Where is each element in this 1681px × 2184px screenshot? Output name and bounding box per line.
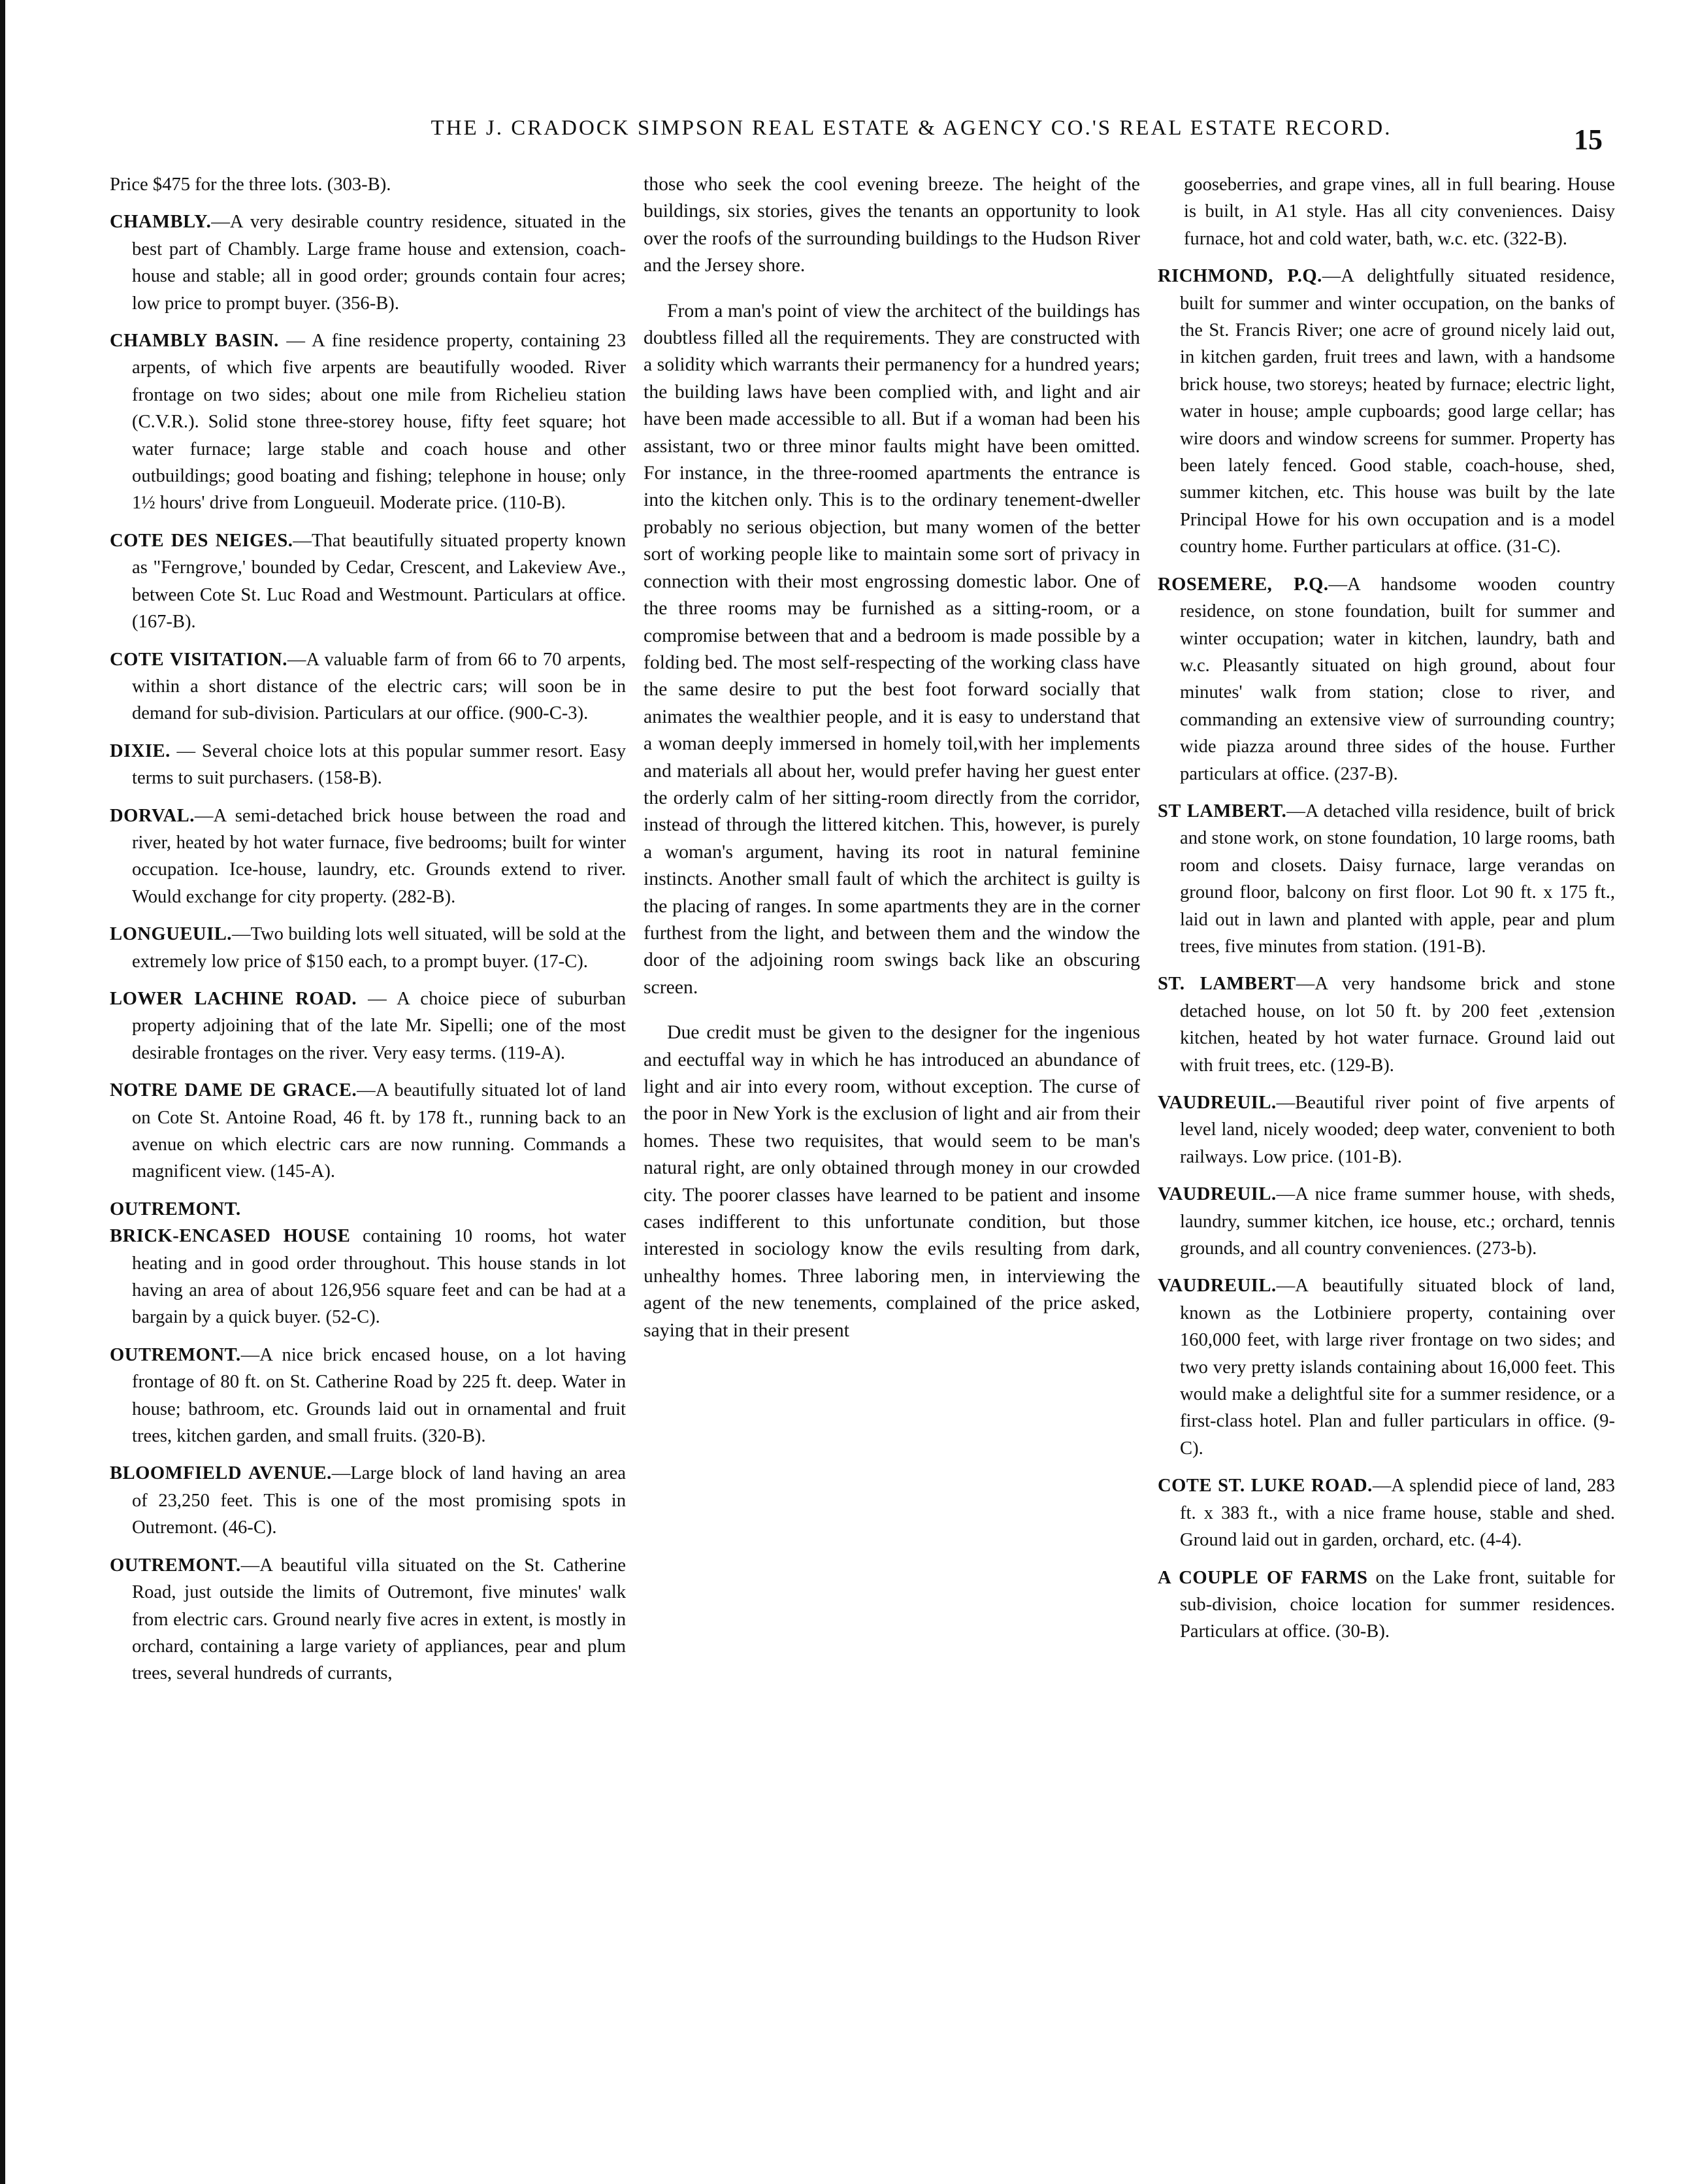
listing-entry: [110, 208, 626, 317]
listing-text: —A beautifully situated lot of land on Cote St. Antoine Road, 46 ft. by 178 ft., running back to an avenue on which electric cars are now running. Commands a magnificent view. (145-A).: [132, 1080, 626, 1182]
listing-text: on the Lake front, suitable for sub-division, choice location for summer residences. Particulars at office. (30-B).: [1180, 1567, 1615, 1642]
article-paragraph: those who seek the cool evening breeze. The height of the buildings, six stories, gives the tenants an opportunity to look over the roofs of the surrounding buildings to the Hudson River and the Jersey shore.: [644, 174, 1140, 276]
article-paragraph: Due credit must be given to the designer for the ingenious and eectuffal way in which he has introduced an abundance of light and air into every room, without exception. The curse of the poor in New York is the exclusion of light and air from their homes. These two requisites, that would seem to be man's natural right, are only obtained through money in our crowded city. The poorer classes have learned to be patient and insome cases indifferent to this unfortunate condition, but those interested in sociology know the evils resulting from dark, unhealthy homes. Three laboring men, in interviewing the agent of the new tenements, complained of the price asked, saying that in their present: [644, 1022, 1140, 1341]
listing-entry: [1158, 1564, 1615, 1646]
listing-heading: COTE ST. LUKE ROAD.: [1158, 1476, 1373, 1497]
listing-entry: [110, 985, 626, 1067]
listing-text: —A handsome wooden country residence, on stone foundation, built for summer and winter occupation; water in kitchen, laundry, bath and w.c. Pleasantly situated on high ground, about four minutes' walk from station; close to river, and commanding an extensive view of surrounding country; wide piazza around three sides of the house. Further particulars at office. (237-B).: [1180, 574, 1615, 784]
listing-text: — A fine residence property, containing 23 arpents, of which five arpents are beautifully wooded. River frontage on two sides; about one mile from Richelieu station (C.V.R.). Solid stone three-storey house, fifty feet square; hot water furnace; large stable and coach house and other outbuildings; good boating and fishing; telephone in house; only 1½ hours' drive from Longueuil. Moderate price. (110-B).: [132, 331, 626, 514]
listing-entry: [110, 802, 626, 911]
listing-text: Price $475 for the three lots. (303-B).: [110, 174, 391, 195]
listing-text: —A very desirable country residence, situated in the best part of Chambly. Large frame house and extension, coach-house and stable; all in good order; grounds contain four acres; low price to prompt buyer. (356-B).: [132, 212, 626, 314]
listing-entry: [1158, 1089, 1615, 1170]
listing-heading: COTE DES NEIGES.: [110, 530, 293, 551]
listing-heading: LOWER LACHINE ROAD.: [110, 988, 357, 1009]
listing-heading: RICHMOND, P.Q.: [1158, 266, 1322, 287]
listing-heading: NOTRE DAME DE GRACE.: [110, 1080, 357, 1101]
page-edge-rule: [0, 0, 5, 2184]
listing-entry: [110, 1460, 626, 1541]
listing-entry: [1158, 798, 1615, 960]
listing-entry: [1158, 1272, 1615, 1462]
listing-heading: VAUDREUIL.: [1158, 1093, 1277, 1113]
listing-text: —A nice brick encased house, on a lot having frontage of 80 ft. on St. Catherine Road by 225 ft. deep. Water in house; bathroom, etc. Grounds laid out in ornamental and fruit trees, kitchen garden, and small fruits. (320-B).: [132, 1344, 626, 1447]
column-2: [644, 171, 1140, 1363]
listing-heading: VAUDREUIL.: [1158, 1276, 1277, 1297]
listing-entry: [110, 1077, 626, 1185]
listing-text: —A detached villa residence, built of brick and stone work, on stone foundation, 10 large rooms, bath room and closets. Daisy furnace, large verandas on ground floor, balcony on first floor. Lot 90 ft. x 175 ft., laid out in lawn and planted with apple, pear and plum trees, five minutes from station. (191-B).: [1180, 801, 1616, 957]
listing-heading: BLOOMFIELD AVENUE.: [110, 1463, 332, 1484]
listing-entry: [110, 1342, 626, 1450]
listing-text: —A valuable farm of from 66 to 70 arpents, within a short distance of the electric cars; will soon be in demand for sub-division. Particulars at our office. (900-C-3).: [132, 649, 626, 724]
listing-entry: [110, 921, 626, 975]
listing-text: —A delightfully situated residence, built for summer and winter occupation, on the banks of the St. Francis River; one acre of ground nicely laid out, in kitchen garden, fruit trees and lawn, with a handsome brick house, two storeys; heated by furnace; electric light, water in house; ample cupboards; good large cellar; has wire doors and window screens for summer. Property has been lately fenced. Good stable, coach-house, shed, summer kitchen, etc. This house was built by the late Principal Howe for his own occupation and is a model country home. Further particulars at office. (31-C).: [1180, 266, 1615, 557]
listing-entry: [1158, 171, 1615, 252]
listing-heading: OUTREMONT.: [110, 1199, 241, 1219]
page-number: 15: [1574, 124, 1603, 156]
article-paragraph: From a man's point of view the architect of the buildings has doubtless filled all the requirements. They are constructed with a solidity which warrants their permanency for a hundred years; the building laws have been complied with, and light and air have been made accessible to all. But if a woman had been his assistant, two or three minor faults might have been omitted. For instance, in the three-roomed apartments the entrance is into the kitchen only. This is to the ordinary tenement-dweller probably no serious objection, but many women of the better sort of working people like to maintain some sort of privacy in connection with their most engrossing domestic labor. One of the three rooms may be furnished as a sitting-room, or a compromise between that and a bedroom is made possible by a folding bed. The most self-respecting of the working class have the same desire to put the best foot forward socially that animates the wealthier people, and it is easy to understand that a woman deeply immersed in homely toil,with her implements and materials all about her, would prefer having her guest enter the orderly calm of her sitting-room directly from the corridor, instead of through the littered kitchen. This, however, is purely a woman's argument, having its root in natural feminine instincts. Another small fault of which the architect is guilty is the placing of ranges. In some apartments they are in the corner furthest from the light, and between them and the window the door of the adjoining room swings back like an obscuring screen.: [644, 300, 1140, 998]
listing-heading: DORVAL.: [110, 805, 195, 826]
listing-entry: [1158, 970, 1615, 1079]
column-1: [110, 171, 626, 1698]
listing-text: — Several choice lots at this popular summer resort. Easy terms to suit purchasers. (158-B).: [132, 740, 626, 789]
listing-heading: CHAMBLY BASIN.: [110, 331, 279, 352]
listing-heading: ST LAMBERT.: [1158, 801, 1287, 821]
running-title: THE J. CRADOCK SIMPSON REAL ESTATE & AGENCY CO.'S REAL ESTATE RECORD.: [431, 116, 1392, 140]
listing-entry: [1158, 1472, 1615, 1553]
listing-text: —That beautifully situated property known as "Ferngrove,' bounded by Cedar, Crescent, and Lakeview Ave., between Cote St. Luc Road and Westmount. Particulars at office. (167-B).: [132, 530, 626, 633]
listing-text: —A beautifully situated block of land, known as the Lotbiniere property, containing over 160,000 feet, with large river frontage on two sides; and two very pretty islands containing about 16,000 feet. This would make a delightful site for a summer residence, or a first-class hotel. Plan and fuller particulars in office. (9-C).: [1180, 1276, 1615, 1459]
listing-heading: OUTREMONT.: [110, 1555, 241, 1576]
listing-heading: OUTREMONT.: [110, 1344, 241, 1365]
listing-heading: COTE VISITATION.: [110, 649, 287, 670]
listing-text: —Large block of land having an area of 23,250 feet. This is one of the most promising spots in Outremont. (46-C).: [132, 1463, 626, 1538]
listing-text: —Beautiful river point of five arpents of level land, nicely wooded; deep water, convenient to both railways. Low price. (101-B).: [1180, 1093, 1615, 1167]
listing-entry: [110, 527, 626, 636]
listing-heading: ST. LAMBERT: [1158, 974, 1296, 995]
listing-entry: [110, 171, 626, 198]
listing-entry: [110, 327, 626, 517]
listing-entry: [110, 1552, 626, 1687]
listing-heading: BRICK-ENCASED HOUSE: [110, 1226, 351, 1247]
listing-entry: [1158, 1181, 1615, 1262]
listing-text: —Two building lots well situated, will be sold at the extremely low price of $150 each, to a prompt buyer. (17-C).: [132, 924, 626, 972]
listing-heading: A COUPLE OF FARMS: [1158, 1567, 1368, 1588]
listing-text: — A choice piece of suburban property adjoining that of the late Mr. Sipelli; one of the most desirable frontages on the river. Very easy terms. (119-A).: [132, 988, 626, 1063]
column-3: [1158, 171, 1615, 1656]
listing-entry: [110, 738, 626, 792]
listing-text: —A splendid piece of land, 283 ft. x 383 ft., with a nice frame house, stable and shed. Ground laid out in garden, orchard, etc. (4-4).: [1180, 1476, 1615, 1551]
listing-text: —A semi-detached brick house between the road and river, heated by hot water furnace, five bedrooms; built for winter occupation. Ice-house, laundry, etc. Grounds extend to river. Would exchange for city property. (282-B).: [132, 805, 626, 907]
listing-entry: [110, 1196, 626, 1223]
listing-entry: [110, 1223, 626, 1331]
listing-heading: CHAMBLY.: [110, 212, 212, 233]
listing-entry: [110, 646, 626, 727]
listing-text: —A very handsome brick and stone detached house, on lot 50 ft. by 200 feet ,extension kitchen, heated by hot water furnace. Ground laid out with fruit trees, etc. (129-B).: [1180, 974, 1616, 1076]
listing-entry: [1158, 263, 1615, 560]
listing-text: containing 10 rooms, hot water heating and in good order throughout. This house stands in lot having an area of about 126,956 square feet and can be had at a bargain by a quick buyer. (52-C).: [132, 1226, 626, 1328]
listing-heading: DIXIE.: [110, 740, 171, 761]
listing-text: —A beautiful villa situated on the St. Catherine Road, just outside the limits of Outremont, five minutes' walk from electric cars. Ground nearly five acres in extent, is mostly in orchard, containing a large variety of appliances, pear and plum trees, several hundreds of currants,: [132, 1555, 626, 1684]
listing-heading: ROSEMERE, P.Q.: [1158, 574, 1329, 595]
listing-heading: VAUDREUIL.: [1158, 1184, 1277, 1205]
listing-text: —A nice frame summer house, with sheds, laundry, summer kitchen, ice house, etc.; orchard, tennis grounds, and all country conveniences. (273-b).: [1180, 1184, 1615, 1259]
listing-text: gooseberries, and grape vines, all in full bearing. House is built, in A1 style. Has all city conveniences. Daisy furnace, hot and cold water, bath, w.c. etc. (322-B).: [1184, 174, 1615, 249]
listing-heading: LONGUEUIL.: [110, 924, 232, 945]
listing-entry: [1158, 571, 1615, 787]
